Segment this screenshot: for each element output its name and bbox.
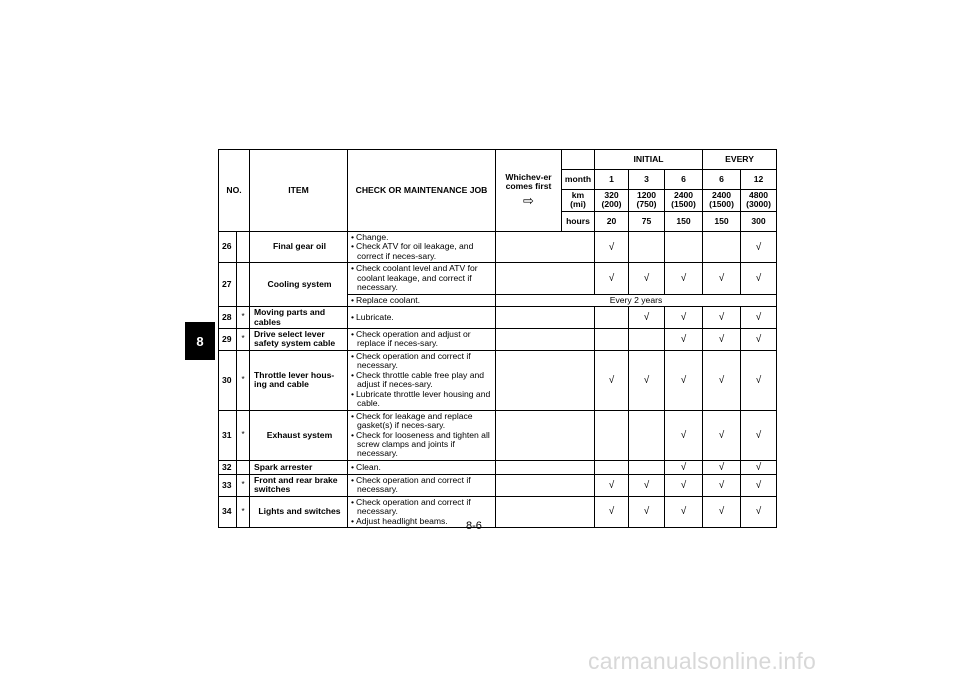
header-initial: INITIAL [595, 150, 703, 170]
table-row [219, 410, 777, 460]
job-list [350, 233, 493, 261]
header-hours-value: 300 [741, 211, 777, 231]
row-item: Spark arrester [250, 460, 348, 474]
interval-check: √ [629, 350, 665, 410]
row-item: Final gear oil [250, 231, 348, 262]
header-km-value: 4800 (3000) [741, 190, 777, 212]
row-interval-text: Every 2 years [496, 294, 777, 306]
row-item: Drive select lever safety system cable [250, 328, 348, 350]
interval-check: √ [595, 231, 629, 262]
job-list-item: • Replace coolant. [350, 296, 493, 305]
interval-check: √ [595, 263, 629, 294]
job-list-item: • Check for looseness and tighten all screw clamps and joints if necessary. [350, 431, 493, 459]
table-row [219, 307, 777, 329]
job-list-item: • Check throttle cable free play and adjust if neces-sary. [350, 371, 493, 390]
interval-check: √ [665, 460, 703, 474]
table-row [219, 496, 777, 527]
header-hours-value: 75 [629, 211, 665, 231]
interval-check: √ [703, 328, 741, 350]
row-whichever [496, 350, 595, 410]
row-asterisk: * [237, 410, 250, 460]
job-list-item: • Change. [350, 233, 493, 242]
header-km-value: 2400 (1500) [665, 190, 703, 212]
row-job [348, 263, 496, 294]
header-item: ITEM [250, 150, 348, 232]
table-row [219, 460, 777, 474]
job-list [350, 296, 493, 305]
interval-check [595, 410, 629, 460]
header-month-value: 12 [741, 170, 777, 190]
row-whichever [496, 474, 595, 496]
interval-check: √ [665, 410, 703, 460]
table-row [219, 231, 777, 262]
header-no: NO. [219, 150, 250, 232]
row-job [348, 410, 496, 460]
row-asterisk: * [237, 307, 250, 329]
interval-check: √ [703, 474, 741, 496]
job-list [350, 352, 493, 409]
row-number: 31 [219, 410, 237, 460]
row-job [348, 350, 496, 410]
interval-check: √ [595, 474, 629, 496]
interval-check: √ [703, 496, 741, 527]
interval-check [629, 410, 665, 460]
job-list [350, 412, 493, 459]
header-month-value: 6 [703, 170, 741, 190]
job-list-item: • Clean. [350, 463, 493, 472]
table-row [219, 350, 777, 410]
interval-check [595, 328, 629, 350]
row-number: 26 [219, 231, 237, 262]
interval-check: √ [741, 410, 777, 460]
row-whichever [496, 460, 595, 474]
job-list [350, 313, 493, 322]
table-row [219, 263, 777, 294]
job-list [350, 463, 493, 472]
header-hours-value: 150 [703, 211, 741, 231]
row-asterisk: * [237, 474, 250, 496]
row-item: Front and rear brake switches [250, 474, 348, 496]
row-asterisk [237, 460, 250, 474]
interval-check: √ [741, 474, 777, 496]
row-asterisk: * [237, 328, 250, 350]
header-hours-value: 150 [665, 211, 703, 231]
row-asterisk: * [237, 350, 250, 410]
interval-check [665, 231, 703, 262]
row-asterisk [237, 231, 250, 262]
row-item: Lights and switches [250, 496, 348, 527]
header-blank [562, 150, 595, 170]
job-list-item: • Check coolant level and ATV for coolant leakage, and correct if necessary. [350, 264, 493, 292]
row-number: 33 [219, 474, 237, 496]
interval-check: √ [703, 263, 741, 294]
interval-check [629, 460, 665, 474]
row-whichever [496, 328, 595, 350]
header-month-value: 6 [665, 170, 703, 190]
interval-check: √ [741, 307, 777, 329]
row-job [348, 231, 496, 262]
row-number: 29 [219, 328, 237, 350]
job-list-item: • Check for leakage and replace gasket(s) if neces-sary. [350, 412, 493, 431]
interval-check: √ [665, 350, 703, 410]
interval-check: √ [703, 307, 741, 329]
interval-check: √ [665, 328, 703, 350]
interval-check: √ [665, 307, 703, 329]
interval-check: √ [741, 231, 777, 262]
row-item: Cooling system [250, 263, 348, 307]
row-number: 30 [219, 350, 237, 410]
interval-check: √ [741, 496, 777, 527]
interval-check [703, 231, 741, 262]
header-whichever-label: Whichev-er comes first [505, 171, 552, 192]
header-km-value: 2400 (1500) [703, 190, 741, 212]
interval-check [595, 460, 629, 474]
header-job: CHECK OR MAINTENANCE JOB [348, 150, 496, 232]
interval-check: √ [595, 496, 629, 527]
row-whichever [496, 263, 595, 294]
interval-check [629, 328, 665, 350]
job-list-item: • Check operation and correct if necessary. [350, 498, 493, 517]
interval-check: √ [665, 474, 703, 496]
interval-check: √ [629, 496, 665, 527]
header-hours-value: 20 [595, 211, 629, 231]
row-number: 28 [219, 307, 237, 329]
row-job [348, 307, 496, 329]
job-list-item: • Check operation and adjust or replace if neces-sary. [350, 330, 493, 349]
maintenance-table [218, 149, 777, 528]
row-job [348, 474, 496, 496]
row-whichever [496, 231, 595, 262]
job-list-item: • Lubricate throttle lever housing and cable. [350, 390, 493, 409]
table-row [219, 474, 777, 496]
watermark: carmanualsonline.info [588, 648, 816, 674]
header-month-label: month [562, 170, 595, 190]
job-list [350, 264, 493, 292]
interval-check: √ [741, 328, 777, 350]
row-job [348, 294, 496, 306]
interval-check: √ [665, 263, 703, 294]
interval-check: √ [703, 410, 741, 460]
interval-check: √ [629, 307, 665, 329]
interval-check: √ [703, 350, 741, 410]
table-header [219, 150, 777, 232]
job-list-item: • Adjust headlight beams. [350, 517, 493, 526]
job-list [350, 476, 493, 495]
header-month-value: 3 [629, 170, 665, 190]
job-list-item: • Check ATV for oil leakage, and correct if neces-sary. [350, 242, 493, 261]
page-number: 8-6 [466, 520, 482, 532]
interval-check: √ [741, 350, 777, 410]
header-month-value: 1 [595, 170, 629, 190]
table-body [219, 231, 777, 527]
row-job [348, 328, 496, 350]
row-item: Throttle lever hous-ing and cable [250, 350, 348, 410]
row-number: 34 [219, 496, 237, 527]
header-km-value: 1200 (750) [629, 190, 665, 212]
interval-check [629, 231, 665, 262]
job-list-item: • Check operation and correct if necessary. [350, 476, 493, 495]
interval-check: √ [595, 350, 629, 410]
interval-check: √ [703, 460, 741, 474]
job-list-item: • Lubricate. [350, 313, 493, 322]
interval-check [595, 307, 629, 329]
row-asterisk [237, 263, 250, 307]
header-whichever [496, 150, 562, 232]
header-hours-label: hours [562, 211, 595, 231]
interval-check: √ [741, 263, 777, 294]
interval-check: √ [629, 263, 665, 294]
job-list-item: • Check operation and correct if necessary. [350, 352, 493, 371]
header-every: EVERY [703, 150, 777, 170]
row-item: Moving parts and cables [250, 307, 348, 329]
row-job [348, 460, 496, 474]
row-item: Exhaust system [250, 410, 348, 460]
header-km-value: 320 (200) [595, 190, 629, 212]
table-row [219, 328, 777, 350]
interval-check: √ [665, 496, 703, 527]
row-number: 27 [219, 263, 237, 307]
row-asterisk: * [237, 496, 250, 527]
chapter-tab: 8 [185, 322, 215, 360]
interval-check: √ [629, 474, 665, 496]
row-whichever [496, 496, 595, 527]
header-km-label: km (mi) [562, 190, 595, 212]
interval-check: √ [741, 460, 777, 474]
job-list [350, 330, 493, 349]
row-whichever [496, 307, 595, 329]
arrow-right-icon: ⇨ [523, 192, 534, 208]
row-whichever [496, 410, 595, 460]
row-number: 32 [219, 460, 237, 474]
